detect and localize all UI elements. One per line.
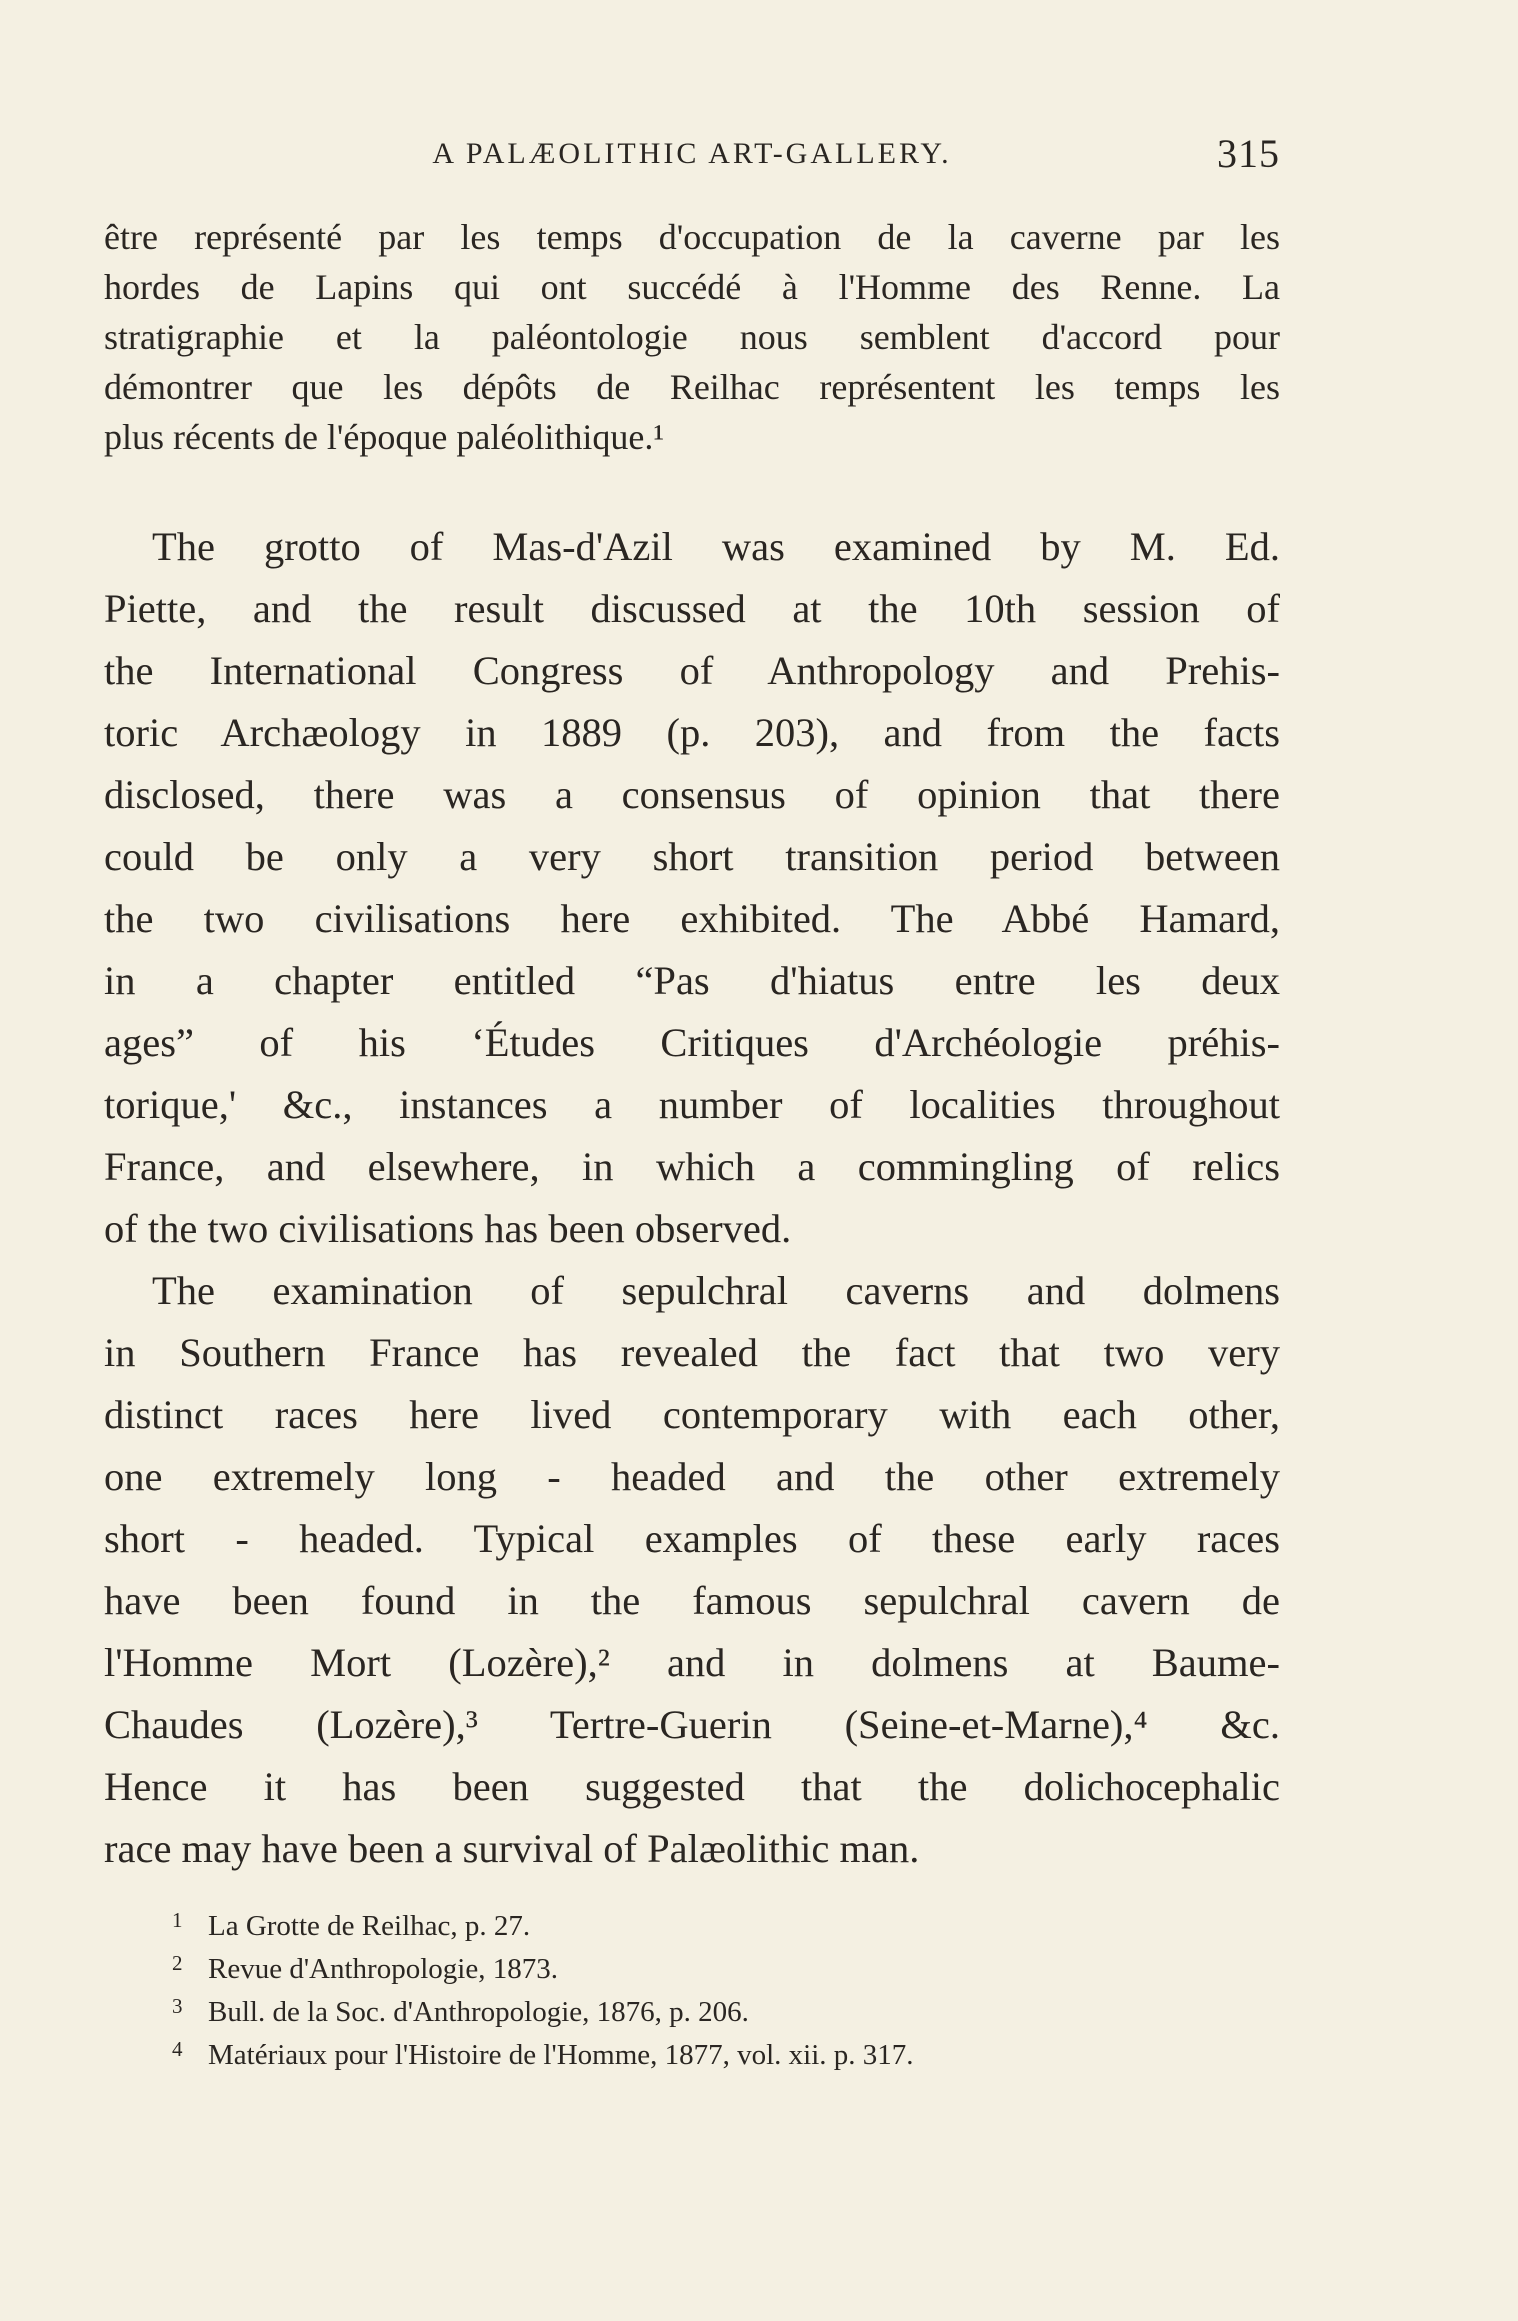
footnote-text: Matériaux pour l'Histoire de l'Homme, 1877, vol. xii. p. 317.	[208, 2039, 914, 2071]
footnote	[172, 1988, 1232, 2031]
quote-line: être représenté par les temps d'occupation de la caverne par les	[104, 217, 1280, 257]
quote-line: stratigraphie et la paléontologie nous semblent d'accord pour	[104, 317, 1280, 357]
paragraph-line: disclosed, there was a consensus of opinion that there	[104, 772, 1280, 817]
paragraph-line: in a chapter entitled “Pas d'hiatus entre les deux	[104, 958, 1280, 1003]
page-number: 315	[1217, 131, 1280, 176]
paragraph-line: torique,' &c., instances a number of localities throughout	[104, 1082, 1280, 1127]
paragraph-line: The examination of sepulchral caverns and dolmens	[152, 1268, 1280, 1313]
footnote-text: La Grotte de Reilhac, p. 27.	[208, 1910, 531, 1942]
paragraph-line: toric Archæology in 1889 (p. 203), and from the facts	[104, 710, 1280, 755]
footnote-marker: 4	[172, 2037, 183, 2061]
footnote-marker: 1	[172, 1908, 183, 1932]
paragraph-line: l'Homme Mort (Lozère),² and in dolmens at Baume-	[104, 1640, 1280, 1685]
footnote-text: Bull. de la Soc. d'Anthropologie, 1876, p. 206.	[208, 1996, 749, 2028]
footnote-marker: 2	[172, 1951, 183, 1975]
running-head: A PALÆOLITHIC ART-GALLERY.	[432, 137, 952, 170]
paragraph-line: Piette, and the result discussed at the 10th session of	[104, 586, 1280, 631]
paragraph-line: in Southern France has revealed the fact that two very	[104, 1330, 1280, 1375]
paragraph-line: race may have been a survival of Palæolithic man.	[104, 1826, 920, 1871]
page-header	[104, 124, 1280, 184]
footnote	[172, 1902, 1232, 1945]
paragraph-line: Chaudes (Lozère),³ Tertre-Guerin (Seine-et-Marne),⁴ &c.	[104, 1702, 1280, 1747]
paragraph-line: Hence it has been suggested that the dolichocephalic	[104, 1764, 1280, 1809]
paragraph-line: could be only a very short transition period between	[104, 834, 1280, 879]
footnote	[172, 2031, 1232, 2074]
paragraph-line: distinct races here lived contemporary with each other,	[104, 1392, 1280, 1437]
paragraph-line: France, and elsewhere, in which a commingling of relics	[104, 1144, 1280, 1189]
paragraph-line: the two civilisations here exhibited. The Abbé Hamard,	[104, 896, 1280, 941]
quote-line: plus récents de l'époque paléolithique.¹	[104, 417, 665, 457]
paragraph-line: the International Congress of Anthropology and Prehis-	[104, 648, 1280, 693]
paragraph-line: ages” of his ‘Études Critiques d'Archéologie préhis-	[104, 1020, 1280, 1065]
footnotes	[172, 1902, 1232, 2074]
paragraph-line: have been found in the famous sepulchral cavern de	[104, 1578, 1280, 1623]
paragraph-line: one extremely long - headed and the other extremely	[104, 1454, 1280, 1499]
paragraph-line: The grotto of Mas-d'Azil was examined by M. Ed.	[152, 524, 1280, 569]
quote-line: démontrer que les dépôts de Reilhac représentent les temps les	[104, 367, 1280, 407]
footnote	[172, 1945, 1232, 1988]
paragraph-line: of the two civilisations has been observed.	[104, 1206, 792, 1251]
footnote-marker: 3	[172, 1994, 183, 2018]
paragraph-line: short - headed. Typical examples of these early races	[104, 1516, 1280, 1561]
quote-line: hordes de Lapins qui ont succédé à l'Homme des Renne. La	[104, 267, 1280, 307]
footnote-text: Revue d'Anthropologie, 1873.	[208, 1953, 558, 1985]
